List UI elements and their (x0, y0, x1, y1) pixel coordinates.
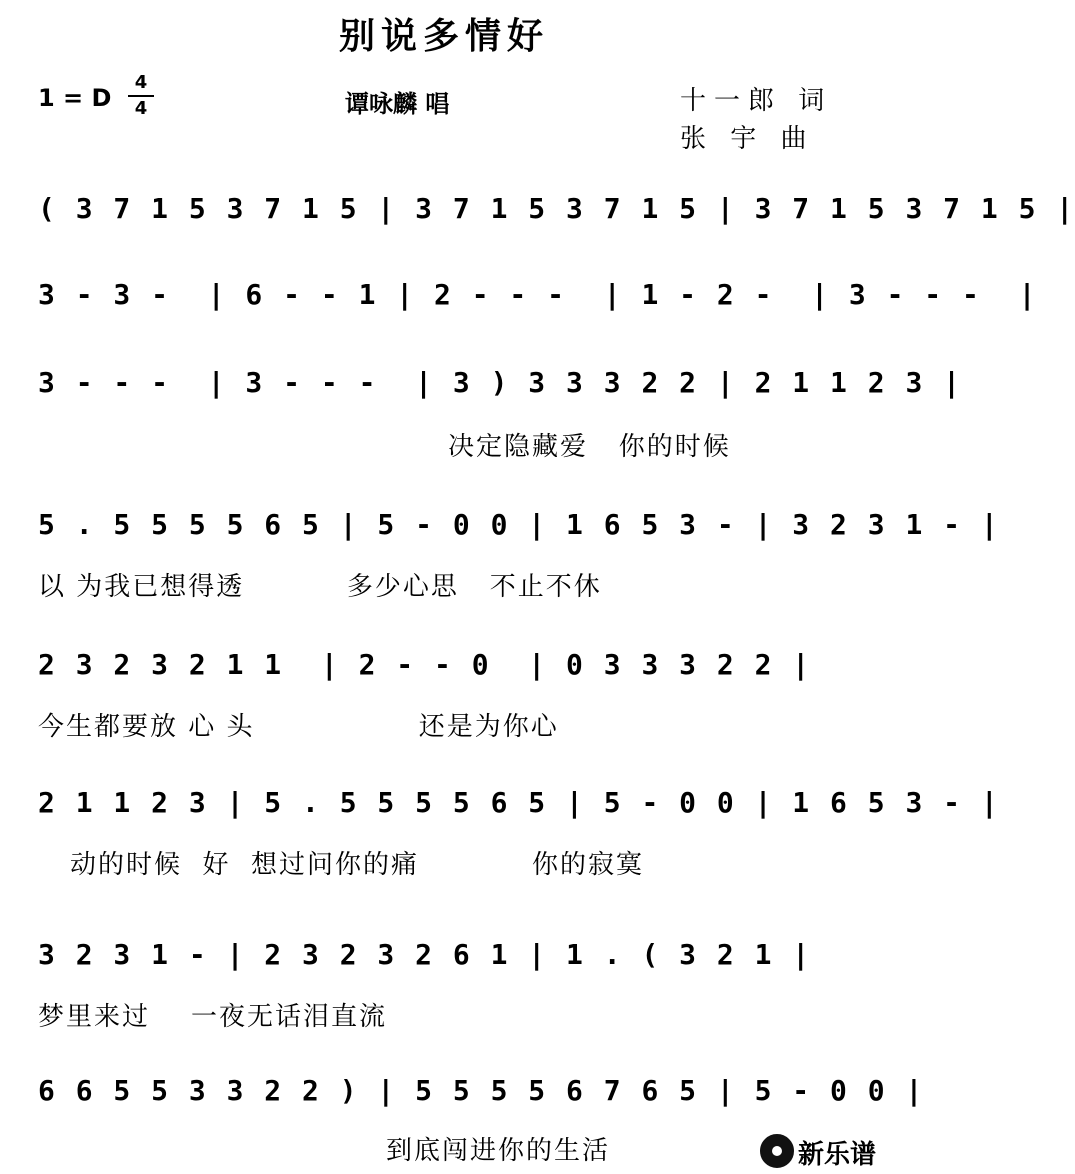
notes: 2 3 2 3 2 1 1 | 2 - - 0 | 0 3 3 3 2 2 | (38, 648, 812, 681)
score-line-6 (0, 786, 1000, 880)
lyric: 到底闯进你的生活 (386, 1136, 611, 1166)
lyric: 今生都要放 心 头 还是为你心 (38, 712, 559, 742)
singer-credit: 谭咏麟 唱 (345, 90, 450, 118)
logo-text: 新乐谱 (798, 1140, 877, 1170)
lyric: 动的时候 好 想过问你的痛 你的寂寞 (70, 850, 644, 880)
score-line-2 (0, 278, 1038, 358)
meter-top: 4 (134, 72, 148, 93)
composer-credit: 张 宇 曲 (680, 124, 815, 154)
score-line-1 (0, 192, 1075, 272)
notes: 3 - - - | 3 - - - | 3 ) 3 3 3 2 2 | 2 1 1 2 3 | (38, 366, 963, 399)
score-line-5 (0, 648, 888, 742)
notes: 2 1 1 2 3 | 5 . 5 5 5 5 6 5 | 5 - 0 0 | 1 6 5 3 - | (38, 786, 1000, 819)
score-line-4 (0, 508, 1000, 602)
record-disc-icon (760, 1134, 794, 1168)
time-signature (128, 72, 154, 120)
notes: 3 - 3 - | 6 - - 1 | 2 - - - | 1 - 2 - | 3 - - - | (38, 278, 1038, 311)
song-title: 别说多情好 (338, 16, 549, 57)
lyric: 以 为我已想得透 多少心思 不止不休 (38, 572, 602, 602)
lyricist-credit: 十一郎 词 (680, 86, 833, 116)
score-line-7 (0, 938, 888, 1032)
notes: 3 2 3 1 - | 2 3 2 3 2 6 1 | 1 . ( 3 2 1 | (38, 938, 812, 971)
score-line-3 (0, 366, 963, 462)
lyric: 梦里来过 一夜无话泪直流 (38, 1002, 388, 1032)
meter-bottom: 4 (134, 98, 148, 119)
notes: ( 3 7 1 5 3 7 1 5 | 3 7 1 5 3 7 1 5 | 3 7 1 5 3 7 1 5 | (38, 192, 1075, 225)
notes: 6 6 5 5 3 3 2 2 ) | 5 5 5 5 6 7 6 5 | 5 - 0 0 | (38, 1074, 925, 1107)
site-logo (760, 1132, 880, 1168)
lyric: 决定隐藏爱 你的时候 (448, 432, 731, 462)
notes: 5 . 5 5 5 5 6 5 | 5 - 0 0 | 1 6 5 3 - | 3 2 3 1 - | (38, 508, 1000, 541)
key-signature: 1 = D (38, 84, 112, 112)
meter-bar (128, 95, 154, 97)
